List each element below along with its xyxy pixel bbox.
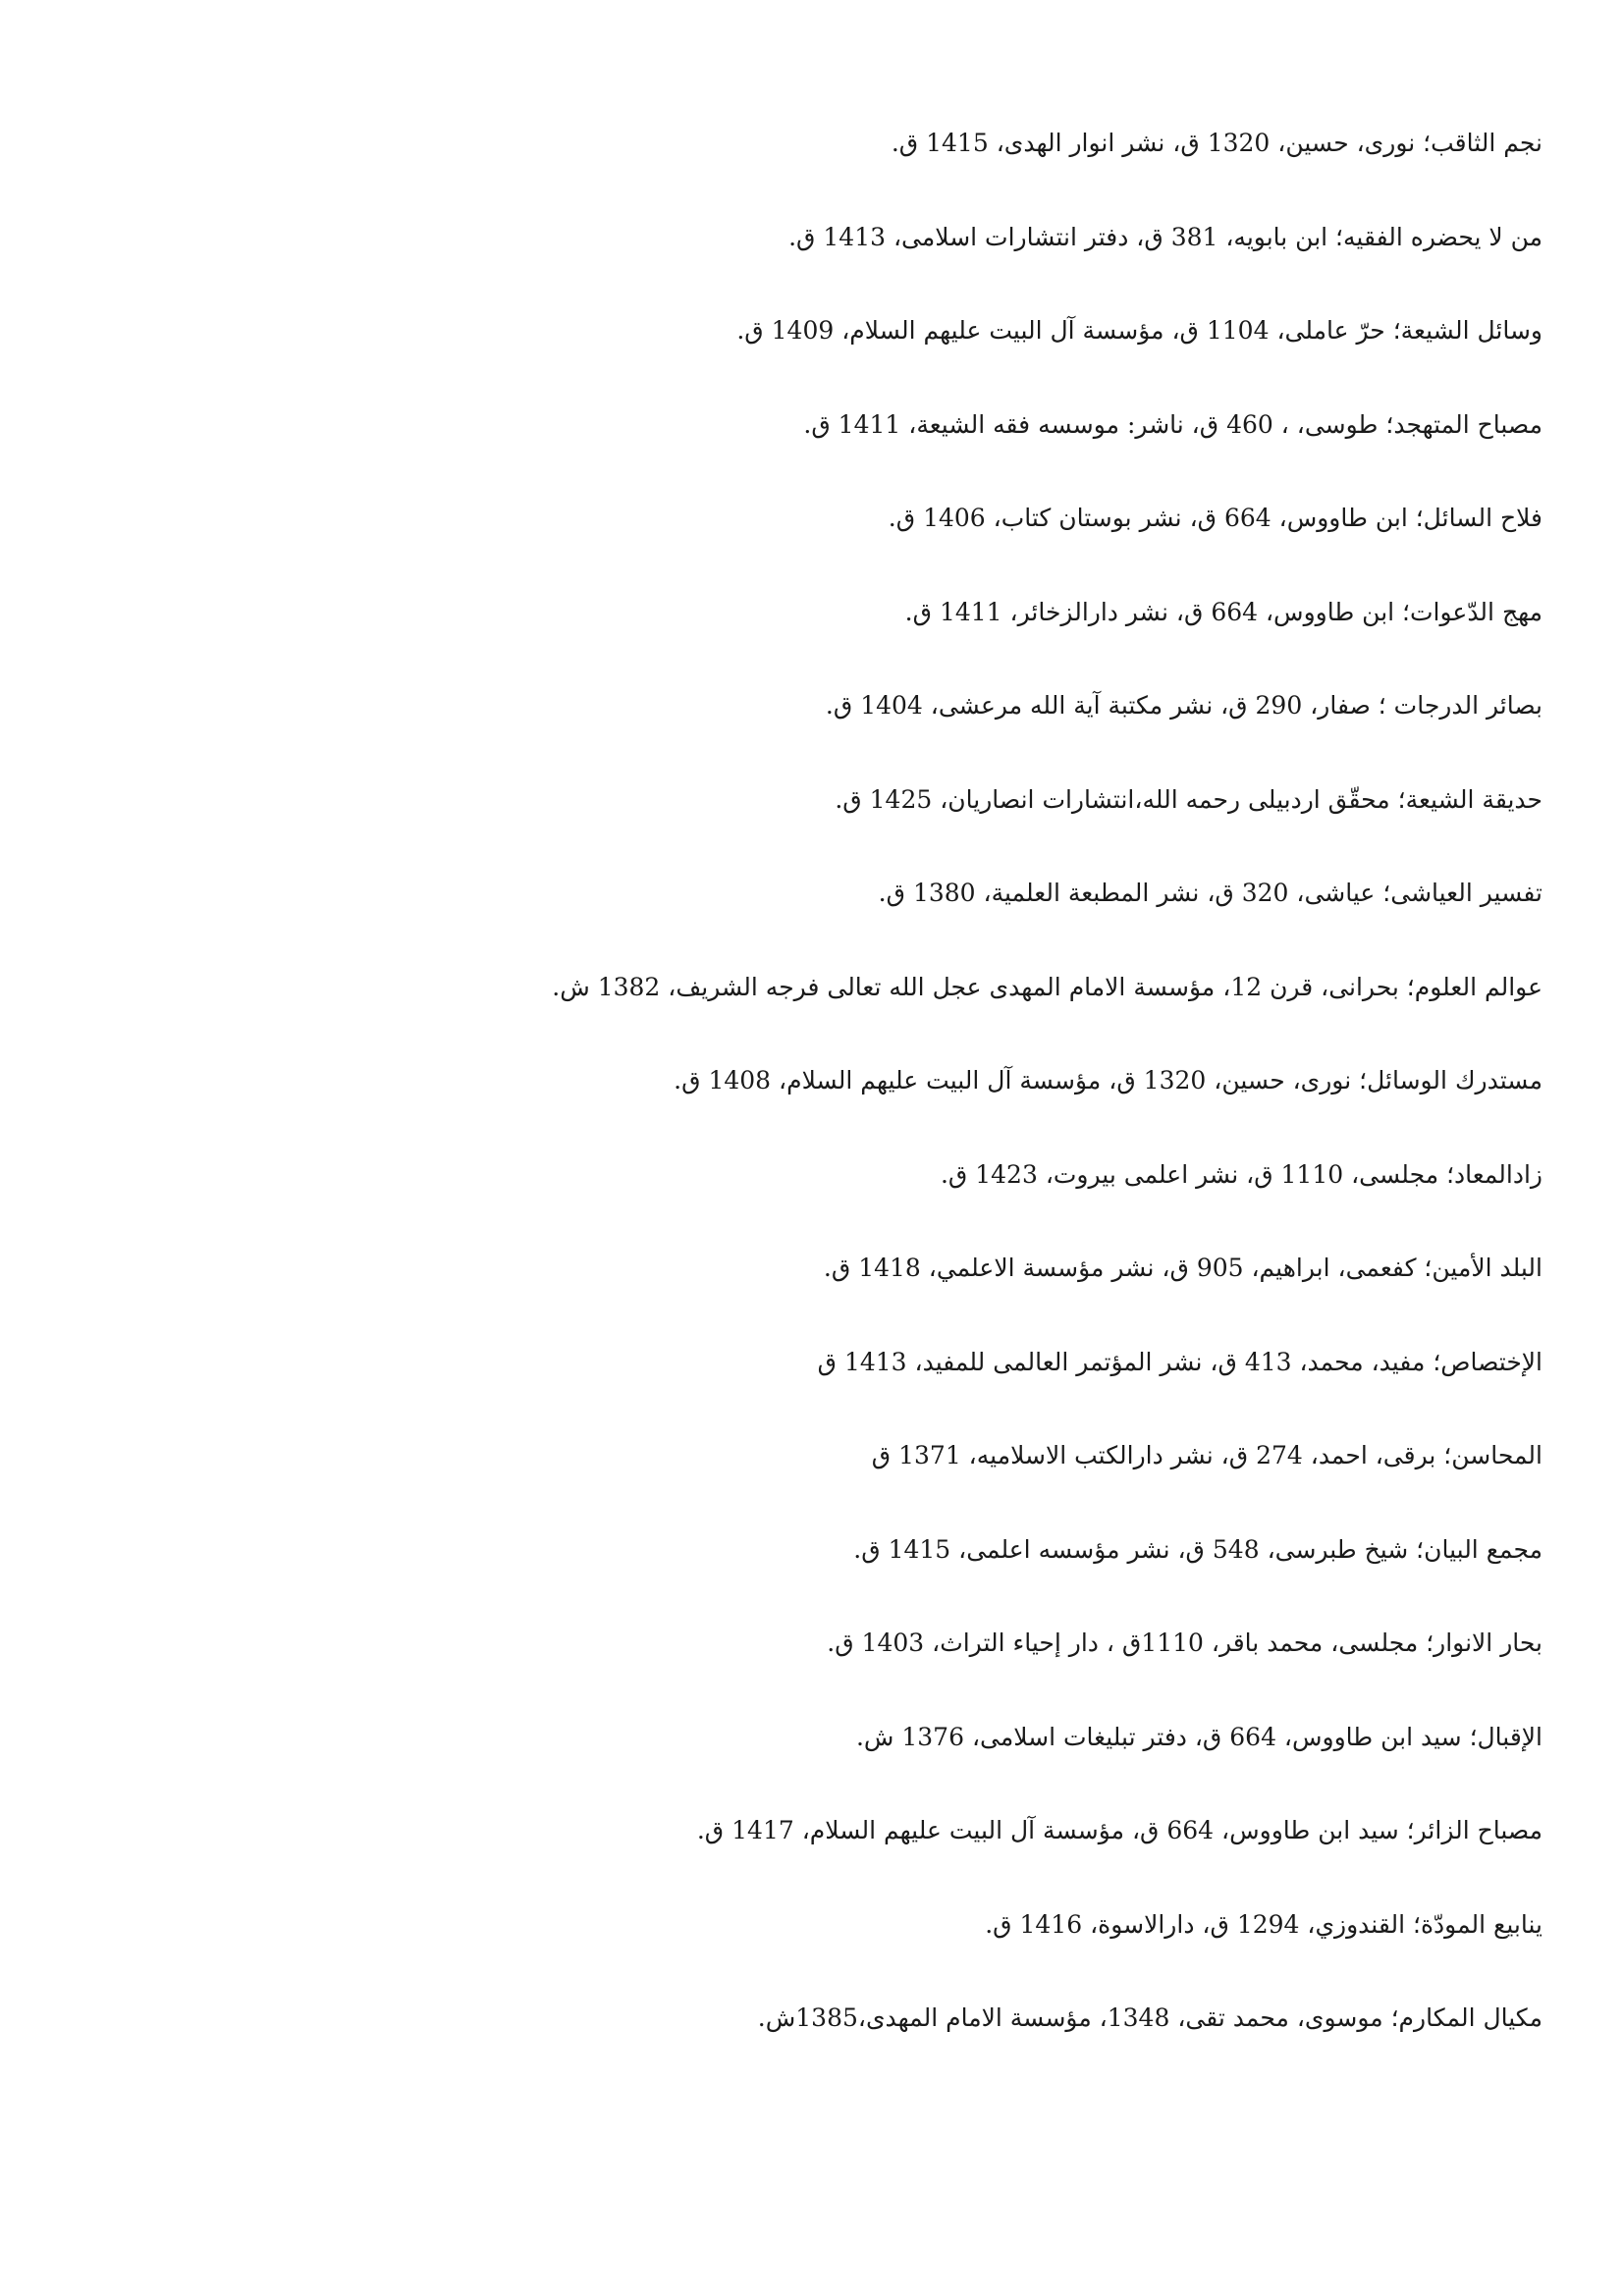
bibliography-entry: بصائر الدرجات ؛ صفار، 290 ق، نشر مکتبة آیة الله مرعشی، 1404 ق.	[825, 691, 1542, 720]
bibliography-entry: المحاسن؛ برقی، احمد، 274 ق، نشر دارالکتب الاسلامیه، 1371 ق	[871, 1441, 1542, 1469]
bibliography-entry: ینابیع المودّة؛ القندوزي، 1294 ق، دارالاسوة، 1416 ق.	[985, 1909, 1542, 1939]
bibliography-entry: نجم الثاقب؛ نوری، حسین، 1320 ق، نشر انوار الهدی، 1415 ق.	[891, 129, 1542, 157]
bibliography-entry: الإختصاص؛ مفید، محمد، 413 ق، نشر المؤتمر العالمی للمفید، 1413 ق	[817, 1347, 1542, 1376]
bibliography-entry: بحار الانوار؛ مجلسی، محمد باقر، 1110ق ، دار إحیاء التراث، 1403 ق.	[827, 1629, 1542, 1657]
bibliography-entry: فلاح السائل؛ ابن طاووس، 664 ق، نشر بوستان کتاب، 1406 ق.	[888, 504, 1542, 532]
bibliography-entry: مکیال المکارم؛ موسوی، محمد تقی، 1348، مؤسسة الامام المهدی،1385ش.	[757, 2003, 1542, 2032]
bibliography-list	[266, 116, 1542, 2085]
bibliography-entry: حدیقة الشیعة؛ محقّق اردبیلی رحمه الله،انتشارات انصاریان، 1425 ق.	[835, 784, 1542, 814]
bibliography-entry: البلد الأمین؛ کفعمی، ابراهیم، 905 ق، نشر مؤسسة الاعلمي، 1418 ق.	[823, 1254, 1542, 1282]
bibliography-entry: مستدرك الوسائل؛ نوری، حسین، 1320 ق، مؤسسة آل البیت علیهم السلام، 1408 ق.	[674, 1066, 1542, 1095]
bibliography-entry: وسائل الشیعة؛ حرّ عاملی، 1104 ق، مؤسسة آل البیت علیهم السلام، 1409 ق.	[736, 316, 1542, 345]
bibliography-entry: مهج الدّعوات؛ ابن طاووس، 664 ق، نشر دارالزخائر، 1411 ق.	[904, 597, 1542, 626]
bibliography-entry: مصباح الزائر؛ سید ابن طاووس، 664 ق، مؤسسة آل البیت علیهم السلام، 1417 ق.	[696, 1816, 1542, 1844]
bibliography-entry: مجمع البیان؛ شیخ طبرسی، 548 ق، نشر مؤسسه اعلمی، 1415 ق.	[853, 1534, 1542, 1564]
bibliography-entry: عوالم العلوم؛ بحرانی، قرن 12، مؤسسة الامام المهدی عجل الله تعالی فرجه الشریف، 1382 ش.	[552, 972, 1542, 1001]
bibliography-entry: تفسیر العیاشی؛ عیاشی، 320 ق، نشر المطبعة العلمیة، 1380 ق.	[878, 879, 1542, 907]
bibliography-entry: مصباح المتهجد؛ طوسی، ، 460 ق، ناشر: موسسه فقه الشیعة، 1411 ق.	[803, 409, 1542, 439]
bibliography-entry: الإقبال؛ سید ابن طاووس، 664 ق، دفتر تبلیغات اسلامی، 1376 ش.	[855, 1722, 1542, 1751]
bibliography-entry: من لا یحضره الفقیه؛ ابن بابویه، 381 ق، دفتر انتشارات اسلامی، 1413 ق.	[788, 222, 1542, 251]
bibliography-entry: زادالمعاد؛ مجلسی، 1110 ق، نشر اعلمی بیروت، 1423 ق.	[940, 1159, 1542, 1189]
